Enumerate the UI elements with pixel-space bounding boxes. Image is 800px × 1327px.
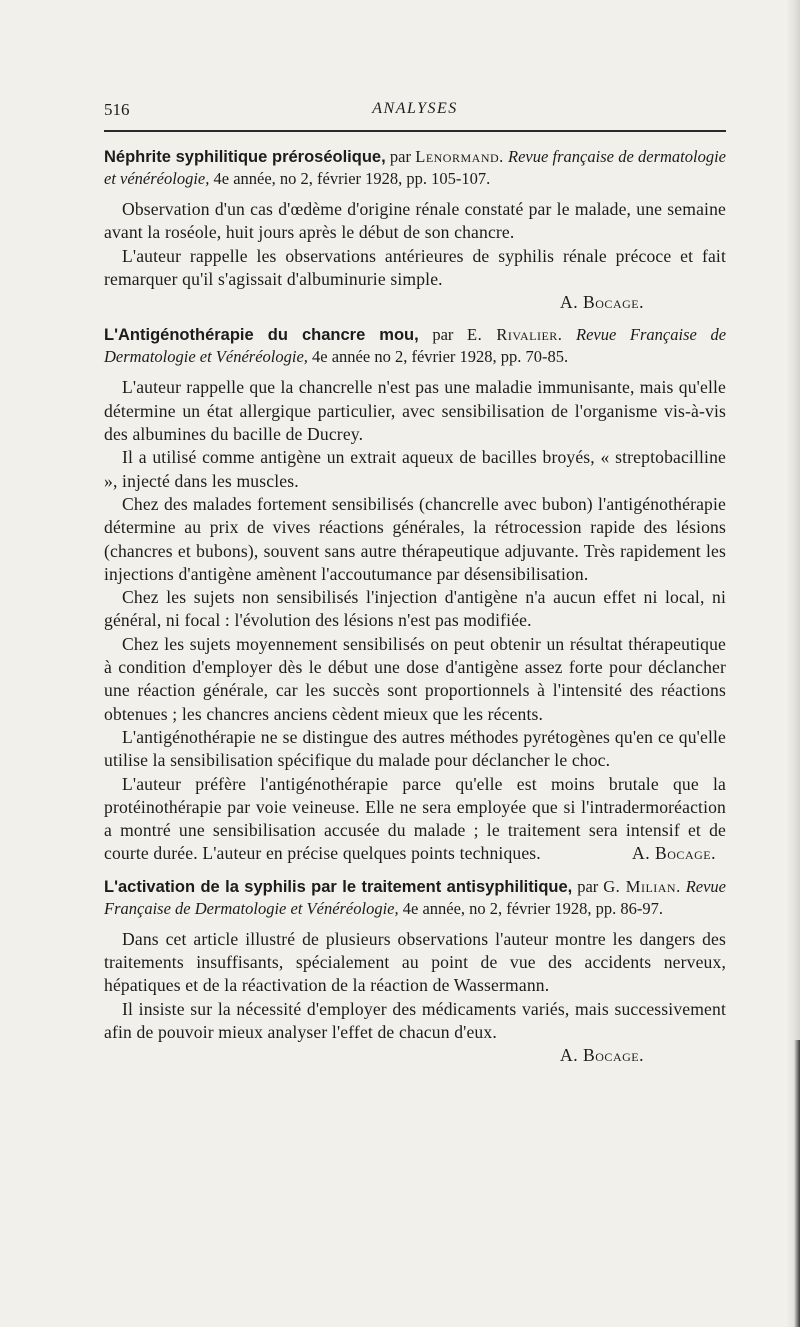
- publication-details: 4e année no 2, février 1928, pp. 70-85.: [312, 347, 569, 367]
- review-body: [104, 198, 726, 314]
- review-entry: [104, 876, 726, 1068]
- paragraph: Il a utilisé comme antigène un extrait aqueux de bacilles broyés, « streptobacilline », injecté dans les muscles.: [104, 447, 726, 491]
- paragraph: Chez des malades fortement sensibilisés (chancrelle avec bubon) l'antigénothérapie détermine au prix de vives réactions générales, la rétrocession rapide des lésions (chancres et bubons), souvent sans autre thérapeutique adjuvante. Très rapidement les injections d'antigène amènent l'accoutumance par désensibilisation.: [104, 493, 726, 584]
- article-title: Néphrite syphilitique préroséolique,: [104, 148, 386, 166]
- paragraph-with-signature: [104, 773, 726, 866]
- citation: [104, 876, 726, 920]
- paragraph: Chez les sujets non sensibilisés l'injection d'antigène n'a aucun effet ni local, ni général, ni focal : l'évolution des lésions n'est pas modifiée.: [104, 587, 726, 631]
- article-title: L'Antigénothérapie du chancre mou,: [104, 326, 419, 345]
- article-author: G. Milian.: [603, 876, 681, 896]
- page-header: [104, 98, 726, 124]
- publication-details: 4e année, no 2, février 1928, pp. 105-107.: [213, 169, 491, 188]
- header-rule: [104, 130, 726, 132]
- citation: [104, 324, 726, 368]
- by-word: par: [389, 147, 411, 166]
- article-author: E. Rivalier.: [467, 325, 563, 345]
- by-word: par: [577, 876, 599, 896]
- reviewer-signature: A. Bocage.: [632, 843, 716, 864]
- journal-name: Revue Française de Dermatologie et Vénéréologie,: [104, 325, 727, 367]
- review-entry: [104, 146, 726, 314]
- page-edge-dark: [794, 1040, 800, 1327]
- review-body: [104, 928, 726, 1068]
- review-body: [104, 376, 726, 865]
- reviewer-signature: A. Bocage.: [560, 1045, 644, 1066]
- paragraph: Il insiste sur la nécessité d'employer des médicaments variés, mais successivement afin de pouvoir mieux analyser l'effet de chacun d'eux.: [104, 998, 726, 1042]
- paragraph: Dans cet article illustré de plusieurs observations l'auteur montre les dangers des traitements insuffisants, spécialement au point de vue des accidents nerveux, hépatiques et de la réactivation de la réaction de Wassermann.: [104, 928, 726, 996]
- article-title: L'activation de la syphilis par le traitement antisyphilitique,: [104, 877, 573, 896]
- paragraph: L'auteur rappelle les observations antérieures de syphilis rénale précoce et fait remarquer qu'il s'agissait d'albuminurie simple.: [104, 245, 726, 289]
- running-title: ANALYSES: [372, 100, 458, 117]
- journal-name: Revue française de dermatologie et vénéréologie,: [104, 147, 726, 188]
- page-number: 516: [104, 100, 130, 119]
- publication-details: 4e année, no 2, février 1928, pp. 86-97.: [402, 898, 664, 918]
- review-entry: [104, 324, 726, 865]
- article-author: Lenormand.: [415, 147, 504, 166]
- document-page: [104, 98, 726, 1078]
- paragraph: L'antigénothérapie ne se distingue des autres méthodes pyrétogènes qu'en ce qu'elle utilise la sensibilisation spécifique du malade pour déclancher le choc.: [104, 726, 726, 771]
- citation: [104, 146, 726, 190]
- paragraph: Observation d'un cas d'œdème d'origine rénale constaté par le malade, une semaine avant la roséole, huit jours après le début de son chancre.: [104, 199, 726, 243]
- paragraph: L'auteur préfère l'antigénothérapie parce qu'elle est moins brutale que la protéinothérapie par voie veineuse. Elle ne sera employée que si l'intradermoréaction a montré une sensibilisation accusée du malade ; le traitement sera intensif et de courte durée. L'auteur en précise quelques points techniques.: [104, 773, 726, 864]
- paragraph: L'auteur rappelle que la chancrelle n'est pas une maladie immunisante, mais qu'elle détermine un état allergique particulier, avec sensibilisation de l'organisme vis-à-vis des albumines du bacille de Ducrey.: [104, 377, 726, 445]
- journal-name: Revue Française de Dermatologie et Vénéréologie,: [104, 876, 727, 918]
- reviewer-signature: A. Bocage.: [560, 292, 644, 313]
- paragraph: Chez les sujets moyennement sensibilisés on peut obtenir un résultat thérapeutique à condition d'employer dès le début une dose d'antigène assez forte pour déclancher une réaction générale, car les succès sont proportionnels à l'intensité des réactions obtenues ; les chancres anciens cèdent mieux que les récents.: [104, 633, 726, 724]
- by-word: par: [432, 325, 454, 345]
